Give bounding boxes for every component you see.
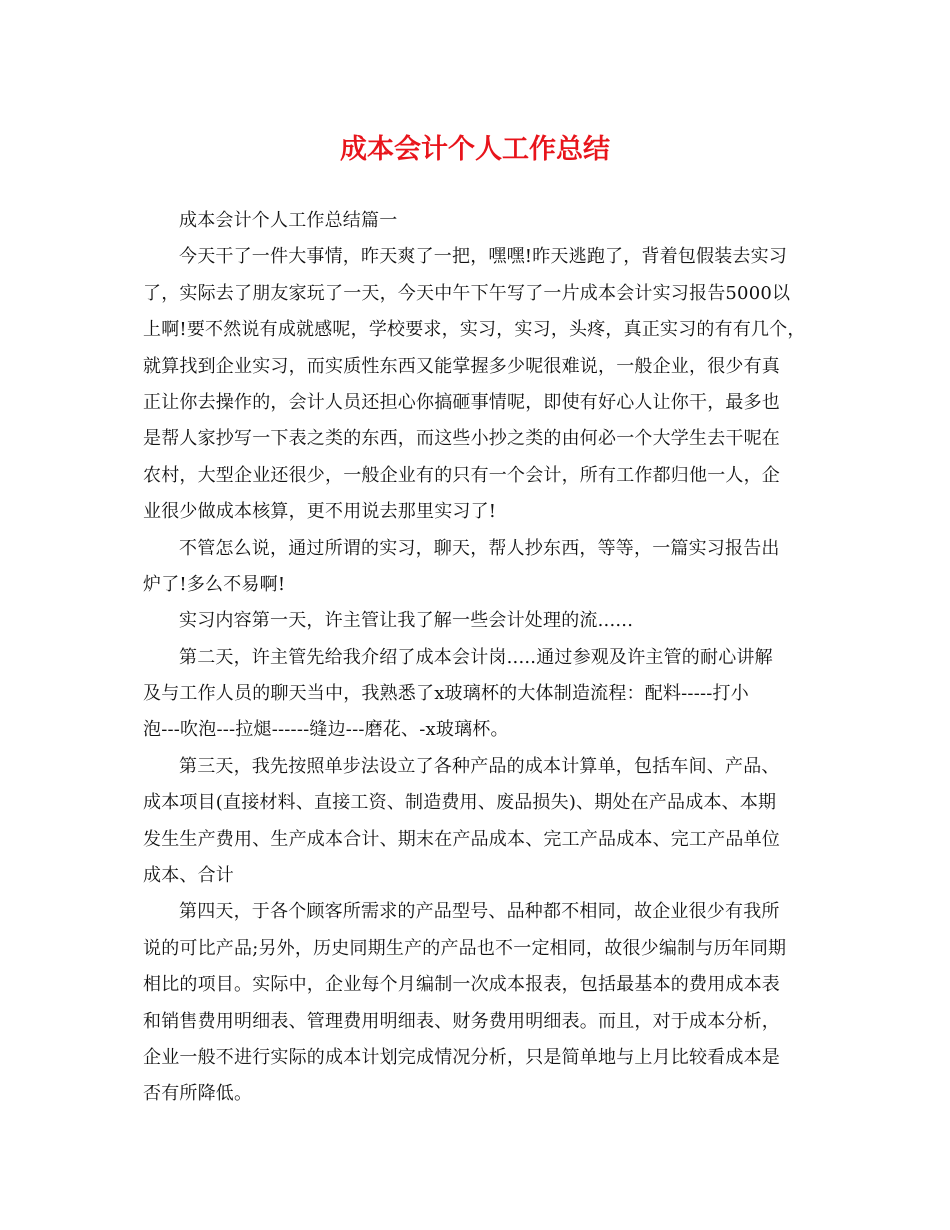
body-line: 上啊!要不然说有成就感呢，学校要求，实习，实习，头疼，真正实习的有有几个， [143, 319, 806, 341]
body-line: 就算找到企业实习，而实质性东西又能掌握多少呢很难说，一般企业，很少有真 [143, 355, 780, 377]
body-line: 炉了!多么不易啊! [143, 573, 286, 595]
body-line: 正让你去操作的，会计人员还担心你搞砸事情呢，即使有好心人让你干，最多也 [143, 391, 780, 413]
body-line: 第二天，许主管先给我介绍了成本会计岗.....通过参观及许主管的耐心讲解 [179, 646, 773, 668]
document-title: 成本会计个人工作总结 [340, 134, 610, 165]
body-line: 说的可比产品;另外，历史同期生产的产品也不一定相同，故很少编制与历年同期 [143, 937, 787, 959]
body-line: 成本项目(直接材料、直接工资、制造费用、废品损失)、期处在产品成本、本期 [143, 792, 777, 814]
body-line: 业很少做成本核算，更不用说去那里实习了! [143, 501, 497, 523]
body-line: 否有所降低。 [143, 1083, 253, 1105]
body-line: 发生生产费用、生产成本合计、期末在产品成本、完工产品成本、完工产品单位 [143, 828, 780, 850]
body-line: 泡---吹泡---拉煺------缝边---磨花、-x玻璃杯。 [143, 719, 509, 741]
body-line: 不管怎么说，通过所谓的实习，聊天，帮人抄东西，等等，一篇实习报告出 [179, 537, 780, 559]
body-line: 第三天，我先按照单步法设立了各种产品的成本计算单，包括车间、产品、 [179, 755, 780, 777]
body-line: 实习内容第一天，许主管让我了解一些会计处理的流...... [179, 610, 634, 632]
document-body [143, 203, 813, 1113]
body-line: 及与工作人员的聊天当中，我熟悉了x玻璃杯的大体制造流程：配料-----打小 [143, 683, 749, 705]
body-line: 是帮人家抄写一下表之类的东西，而这些小抄之类的由何必一个大学生去干呢在 [143, 428, 780, 450]
body-line: 成本、合计 [143, 865, 234, 887]
body-line: 成本会计个人工作总结篇一 [179, 210, 398, 231]
body-line: 和销售费用明细表、管理费用明细表、财务费用明细表。而且，对于成本分析， [143, 1010, 780, 1032]
body-line: 今天干了一件大事情，昨天爽了一把，嘿嘿!昨天逃跑了，背着包假装去实习 [179, 246, 788, 268]
body-line: 第四天，于各个顾客所需求的产品型号、品种都不相同，故企业很少有我所 [179, 901, 780, 923]
body-line: 了，实际去了朋友家玩了一天，今天中午下午写了一片成本会计实习报告5000以 [143, 282, 791, 304]
body-line: 农村，大型企业还很少，一般企业有的只有一个会计，所有工作都归他一人，企 [143, 464, 780, 486]
body-line: 相比的项目。实际中，企业每个月编制一次成本报表，包括最基本的费用成本表 [143, 974, 780, 996]
body-line: 企业一般不进行实际的成本计划完成情况分析，只是简单地与上月比较看成本是 [143, 1046, 780, 1068]
